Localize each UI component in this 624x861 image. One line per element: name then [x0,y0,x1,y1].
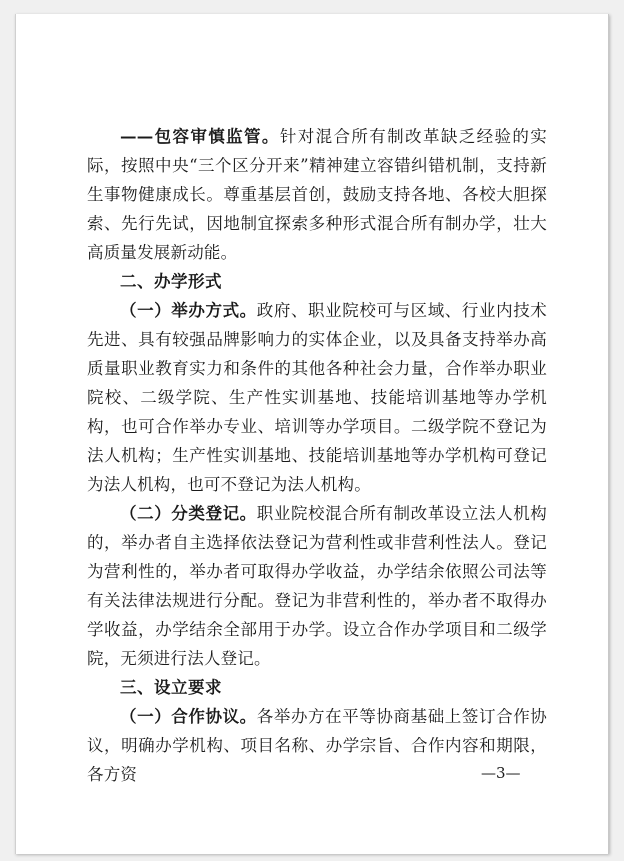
section-heading-establishment-requirements: 三、设立要求 [120,678,222,697]
paragraph-text: 政府、职业院校可与区域、行业内技术先进、具有较强品牌影响力的实体企业，以及具备支持举办高质量职业教育实力和条件的其他各种社会力量，合作举办职业院校、二级学院、生产性实训基地、技能培训基地等办学机构，也可合作举办专业、培训等办学项目。二级学院不登记为法人机构；生产性实训基地、技能培训基地等办学机构可登记为法人机构，也可不登记为法人机构。 [87,301,547,494]
paragraph-cooperation-agreement [87,702,547,789]
document-page [15,14,609,854]
paragraph-lead: （一）合作协议。 [120,707,257,726]
paragraph-text: 职业院校混合所有制改革设立法人机构的，举办者自主选择依法登记为营利性或非营利性法人。登记为营利性的，举办者可取得办学收益，办学结余依照公司法等有关法律法规进行分配。登记为非营利性的，举办者不取得办学收益，办学结余全部用于办学。设立合作办学项目和二级学院，无须进行法人登记。 [87,504,547,668]
page-number: —3— [481,764,521,782]
paragraph-prudent-supervision [87,122,547,267]
paragraph-organization-methods [87,296,547,499]
paragraph-lead: （一）举办方式。 [120,301,257,320]
section-heading-school-forms: 二、办学形式 [120,272,222,291]
paragraph-classified-registration [87,499,547,673]
document-body [87,122,547,789]
paragraph-text: 各举办方在平等协商基础上签订合作协议，明确办学机构、项目名称、办学宗旨、合作内容和期限，各方资 [87,707,547,784]
paragraph-lead: （二）分类登记。 [120,504,257,523]
paragraph-text: 针对混合所有制改革缺乏经验的实际，按照中央“三个区分开来”精神建立容错纠错机制，支持新生事物健康成长。尊重基层首创，鼓励支持各地、各校大胆探索、先行先试，因地制宜探索多种形式混合所有制办学，壮大高质量发展新动能。 [87,127,547,262]
paragraph-lead: ——包容审慎监管。 [120,127,280,146]
